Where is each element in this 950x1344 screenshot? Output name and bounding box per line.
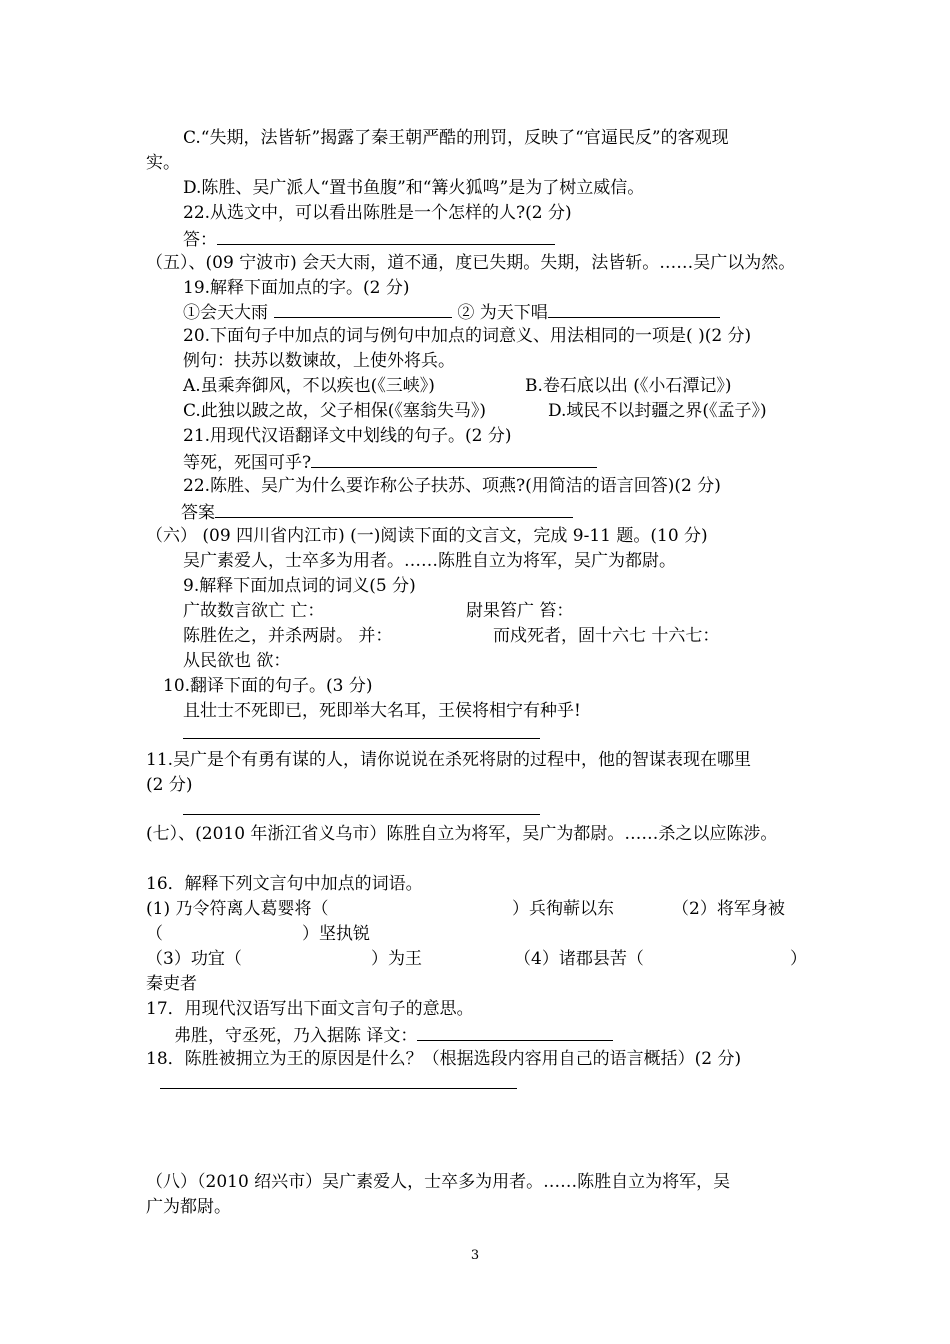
translation-sentence: 等死，死国可乎? (183, 453, 312, 473)
q9-item-1: 广故数言欲亡 亡： (183, 601, 325, 621)
question-11: 11.吴广是个有勇有谋的人，请你说说在杀死将尉的过程中，他的智谋表现在哪里 (146, 750, 752, 770)
translation-line (183, 450, 597, 474)
question-10: 10.翻译下面的句子。(3 分) (163, 676, 373, 696)
passage-6: 吴广素爱人，士卒多为用者。……陈胜自立为将军，吴广为都尉。 (183, 551, 676, 571)
q9-item-5: 从民欲也 欲： (183, 651, 291, 671)
q16-item-2: （2）将军身被 (672, 899, 785, 919)
answer-line-22-a (183, 227, 555, 251)
question-19-items (183, 300, 720, 324)
question-9: 9.解释下面加点词的词义(5 分) (183, 576, 416, 596)
q19-blank-1[interactable] (274, 300, 452, 318)
page-number: 3 (470, 1248, 480, 1263)
q10-sentence: 且壮士不死即已，死即举大名耳，王侯将相宁有种乎! (183, 701, 581, 721)
question-16: 16．解释下列文言句中加点的词语。 (146, 874, 423, 894)
q19-blank-2[interactable] (548, 300, 720, 318)
q10-answer-line[interactable] (183, 738, 540, 739)
answer-label: 答案 (181, 503, 215, 523)
answer-blank[interactable] (215, 500, 573, 518)
q16-item-2-open: （ (146, 924, 163, 944)
question-22-a: 22.从选文中，可以看出陈胜是一个怎样的人?(2 分) (183, 203, 572, 223)
translation-blank[interactable] (311, 450, 597, 468)
question-11-cont: (2 分) (146, 775, 193, 795)
question-20: 20.下面句子中加点的词与例句中加点的词意义、用法相同的一项是( )(2 分) (183, 326, 752, 346)
q17-text: 弗胜，守丞死，乃入据陈 译文： (174, 1026, 418, 1046)
q16-item-3-cont: ）为王 (371, 949, 422, 969)
section-6-header: （六） (09 四川省内江市) (一)阅读下面的文言文，完成 9-11 题。(10 分) (146, 526, 708, 546)
q16-item-4-cont: 秦吏者 (146, 974, 197, 994)
option-d-line: D.陈胜、吴广派人“置书鱼腹”和“篝火狐鸣”是为了树立威信。 (183, 178, 645, 198)
option-c-line: C.“失期，法皆斩”揭露了秦王朝严酷的刑罚，反映了“官逼民反”的客观现 (183, 128, 729, 148)
q16-item-4-close: ） (790, 949, 807, 969)
q16-item-4: （4）诸郡县苦（ (514, 949, 644, 969)
answer-line-22-b (181, 500, 573, 524)
q16-item-1-cont: ）兵徇蕲以东 (512, 899, 614, 919)
answer-label: 答： (183, 230, 217, 250)
question-17: 17．用现代汉语写出下面文言句子的意思。 (146, 999, 474, 1019)
q16-item-3: （3）功宜（ (146, 949, 242, 969)
question-22-b: 22.陈胜、吴广为什么要诈称公子扶苏、项燕?(用简洁的语言回答)(2 分) (183, 476, 721, 496)
q9-item-3: 陈胜佐之，并杀两尉。 并： (183, 626, 393, 646)
section-7-header: (七）、(2010 年浙江省义乌市）陈胜自立为将军，吴广为都尉。……杀之以应陈涉。 (146, 824, 778, 844)
q19-item-1: ①会天大雨 (183, 303, 268, 323)
q19-item-2: ② 为天下唱 (457, 303, 548, 323)
example-sentence: 例句：扶苏以数谏故，上使外将兵。 (183, 351, 455, 371)
q11-answer-line[interactable] (183, 814, 540, 815)
option-c-line-cont: 实。 (146, 153, 180, 173)
question-21: 21.用现代汉语翻译文中划线的句子。(2 分) (183, 426, 512, 446)
q17-sentence (174, 1023, 613, 1047)
q9-item-2: 尉果笞广 笞： (466, 601, 574, 621)
answer-blank[interactable] (217, 227, 555, 245)
option-c: C.此独以跛之故，父子相保(《塞翁失马》) (183, 401, 487, 421)
option-b: B.卷石底以出 (《小石潭记》) (525, 376, 732, 396)
option-d: D.域民不以封疆之界(《孟子》) (548, 401, 767, 421)
section-5-header: （五）、(09 宁波市) 会天大雨，道不通，度已失期。失期，法皆斩。……吴广以为然。 (146, 253, 796, 273)
q16-item-1: (1) 乃令符离人葛婴将（ (146, 899, 329, 919)
section-8-header: （八）（2010 绍兴市）吴广素爱人，士卒多为用者。……陈胜自立为将军，吴 (146, 1172, 731, 1192)
option-a: A.虽乘奔御风，不以疾也(《三峡》) (183, 376, 435, 396)
section-8-cont: 广为都尉。 (146, 1197, 231, 1217)
question-19: 19.解释下面加点的字。(2 分) (183, 278, 410, 298)
question-18: 18．陈胜被拥立为王的原因是什么？（根据选段内容用自己的语言概括）(2 分) (146, 1049, 742, 1069)
q9-item-4: 而戍死者，固十六七 十六七： (493, 626, 720, 646)
q18-answer-line[interactable] (160, 1088, 517, 1089)
q16-item-2-cont: ）坚执锐 (302, 924, 370, 944)
q17-blank[interactable] (417, 1023, 613, 1041)
